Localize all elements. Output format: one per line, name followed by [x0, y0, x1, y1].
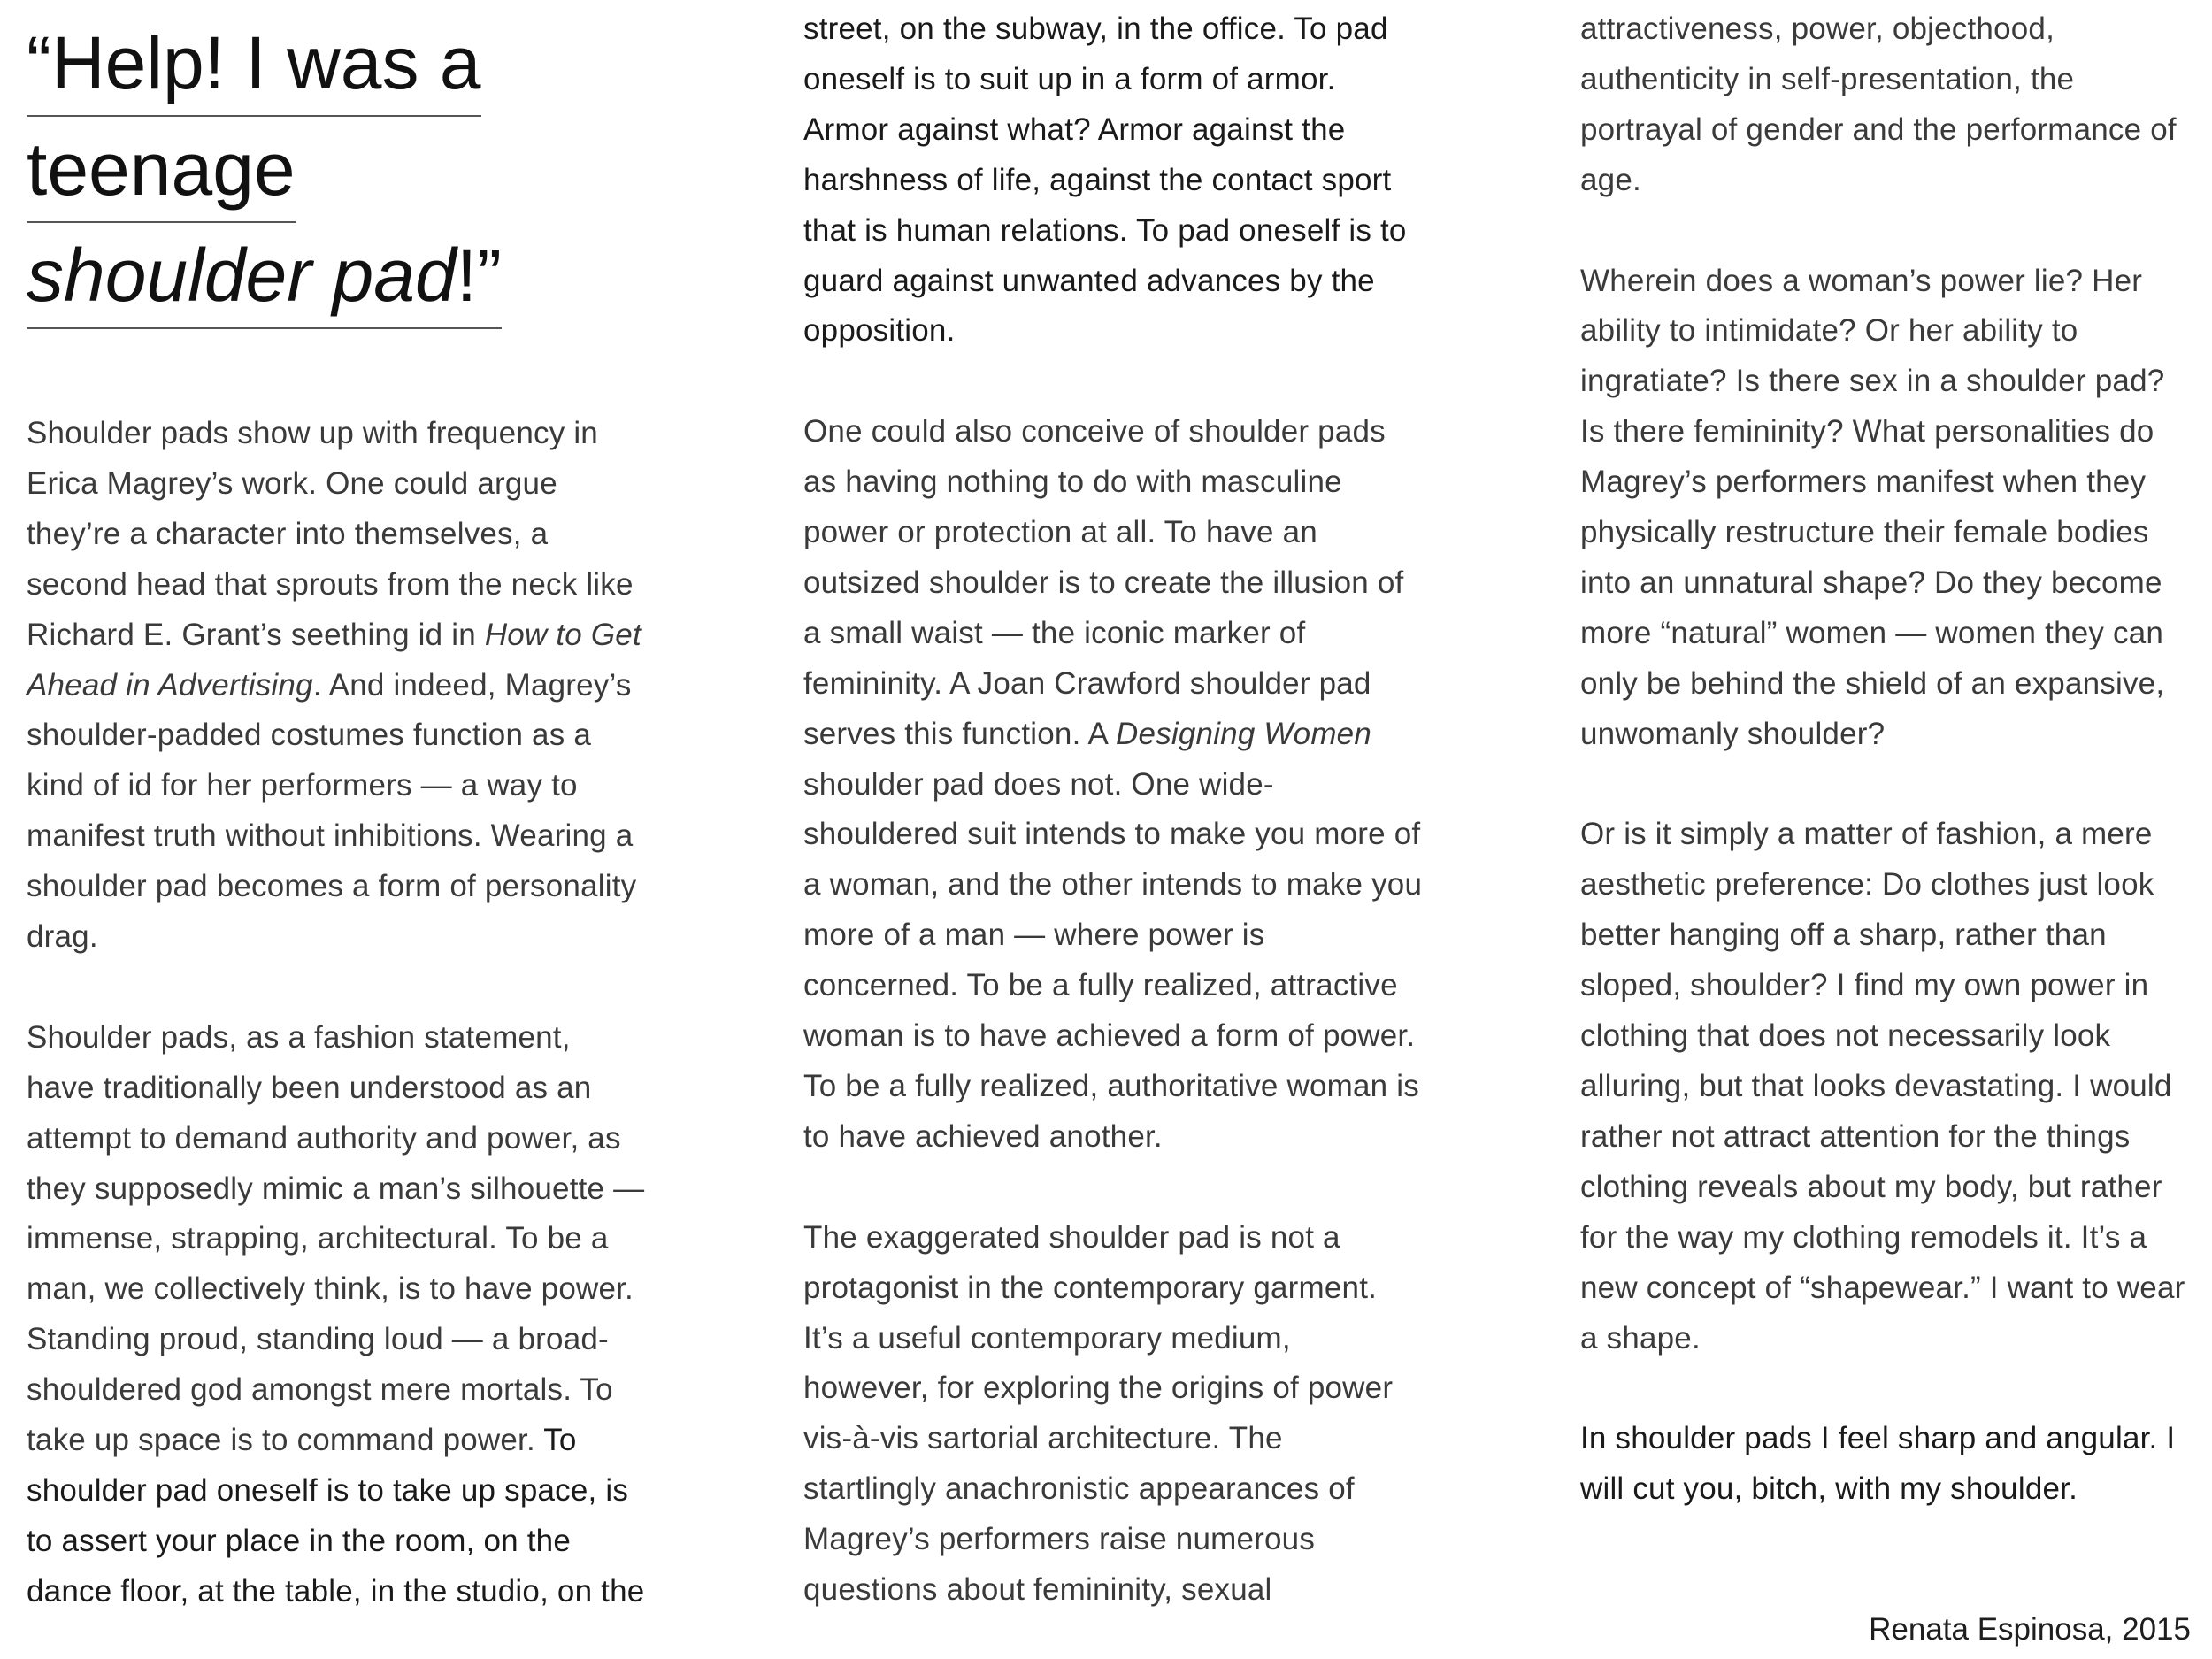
title-line-2: teenage	[27, 117, 296, 223]
paragraph-2-text-a: Shoulder pads, as a fashion statement, have traditionally been understood as an attempt to demand authority and power, as they supposedly mimic a man’s silhouette — immense, strapping, architectural. To be a man, we collectively think, is to have power. Standing proud, standing loud — a broad-shouldered god amongst mere mortals. To take up space is to command power.	[27, 1019, 645, 1458]
paragraph-8: Or is it simply a matter of fashion, a mere aesthetic preference: Do clothes just look better hanging off a sharp, rather than sloped, shoulder? I find my own power in clothing that does not necessarily look alluring, but that looks devastating. I would rather not attract attention for the things clothing reveals about my body, but rather for the way my clothing remodels it. It’s a new concept of “shapewear.” I want to wear a shape.	[1580, 817, 2185, 1356]
paragraph-1-text-a: Shoulder pads show up with frequency in Erica Magrey’s work. One could argue they’re a character into themselves, a second head that sprouts from the neck like Richard E. Grant’s seething id in	[27, 416, 634, 652]
title-line-3	[27, 223, 502, 329]
paragraph-4	[803, 407, 1423, 1163]
essay-title	[27, 0, 646, 329]
paragraph-1-text-b: . And indeed, Magrey’s shoulder-padded costumes function as a kind of id for her performers — a way to manifest truth without inhibitions. Wearing a shoulder pad becomes a form of personality drag.	[27, 667, 637, 955]
column-middle	[803, 0, 1423, 1616]
paragraph-1	[27, 409, 646, 963]
paragraph-4-italic: Designing Women	[1116, 716, 1372, 751]
paragraph-5: The exaggerated shoulder pad is not a protagonist in the contemporary garment. It’s a useful contemporary medium, however, for exploring the origins of power vis-à-vis sartorial architecture. The startlingly anachronistic appearances of Magrey’s performers raise numerous questions about femininity, sexual	[803, 1219, 1394, 1608]
paragraph-6: attractiveness, power, objecthood, authenticity in self-presentation, the portrayal of gender and the performance of age.	[1580, 12, 2177, 197]
paragraph-3: street, on the subway, in the office. To pad oneself is to suit up in a form of armor. Armor against what? Armor against the harshness of life, against the contact sport that is human relations. To pad oneself is to guard against unwanted advances by the opposition.	[803, 12, 1407, 349]
paragraph-4-text-a: One could also conceive of shoulder pads as having nothing to do with masculine power or protection at all. To have an outsized shoulder is to create the illusion of a small waist — the iconic marker of femininity. A Joan Crawford shoulder pad serves this function. A	[803, 414, 1404, 751]
paragraph-2-text-b: To shoulder pad oneself is to take up space, is to assert your place in the room, on the dance floor, at the table, in the studio, on the	[27, 1423, 645, 1609]
title-italic-text: shoulder pad	[27, 234, 457, 317]
title-end-text: !”	[456, 234, 503, 317]
author-signature: Renata Espinosa, 2015	[1869, 1612, 2191, 1647]
title-line-1: “Help! I was a	[27, 11, 481, 117]
paragraph-9: In shoulder pads I feel sharp and angular. I will cut you, bitch, with my shoulder.	[1580, 1421, 2176, 1507]
paragraph-7: Wherein does a woman’s power lie? Her ability to intimidate? Or her ability to ingratiate? Is there sex in a shoulder pad? Is there femininity? What personalities do Magrey’s performers manifest when they physically restructure their female bodies into an unnatural shape? Do they become more “natural” women — women they can only be behind the shield of an expansive, unwomanly shoulder?	[1580, 263, 2165, 751]
column-right	[1580, 0, 2191, 1515]
paragraph-1-italic: How to Get Ahead in Advertising	[27, 617, 641, 703]
paragraph-2	[27, 1013, 646, 1617]
paragraph-4-text-b: shoulder pad does not. One wide-shouldered suit intends to make you more of a woman, and the other intends to make you more of a man — where power is concerned. To be a fully realized, attractive woman is to have achieved a form of power. To be a fully realized, authoritative woman is to have achieved another.	[803, 766, 1423, 1154]
column-left	[27, 0, 646, 1617]
